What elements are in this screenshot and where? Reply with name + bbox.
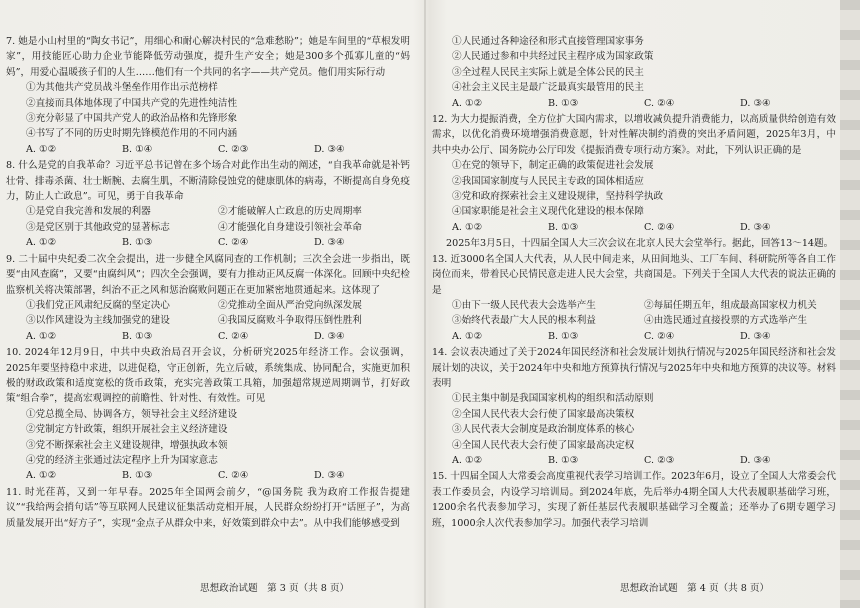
statement-3: ③党和政府探索社会主义建设规律，坚持科学执政 [452,191,664,203]
statement-4: ④党的经济主张通过法定程序上升为国家意志 [26,454,218,466]
choice-b[interactable]: B. ①③ [548,221,579,233]
choice-c[interactable]: C. ②④ [644,221,675,233]
statement-3: ③以作风建设为主线加强党的建设 [26,315,170,327]
choice-d[interactable]: D. ③④ [314,470,345,482]
question-8 [6,158,410,250]
question-15 [432,469,836,531]
page-footer: 思想政治试题 第 3 页（共 8 页） [200,583,350,594]
statement-row [6,298,410,313]
question-9 [6,252,410,344]
question-12 [432,112,836,235]
statement-3: ③人民代表大会制度是政治制度体系的核心 [452,424,635,436]
choice-c[interactable]: C. ②③ [644,454,675,466]
answer-choices [432,220,836,235]
statement-row [432,298,836,313]
choice-a[interactable]: A. ①② [26,470,57,482]
choice-d[interactable]: D. ③④ [314,330,345,342]
question-stem: 11. 时光荏苒，又到一年早春。2025年全国两会前夕，“@国务院 我为政府工作报告提建议”“我给两会捎句话”等互联网人民建议征集活动竞相开展，人民群众纷纷打开“话匣子”，为高质量发展开出“好方子”，实现“金点子从群众中来，好效策到群众中去”。从中我们能够感受到 [6,486,410,529]
choice-b[interactable]: B. ①③ [122,470,153,482]
choice-c[interactable]: C. ②④ [644,97,675,109]
statement-1: ①为其他共产党员战斗堡垒作用作出示范榜样 [26,82,218,94]
question-10 [6,345,410,484]
answer-choices [432,453,836,468]
question-stem: 13. 近3000名全国人大代表，从人民中间走来，从田间地头、工厂车间、科研院所等各自工作岗位而来，带着民心民情民意走进人民大会堂，共商国是。下列关于全国人大代表的说法正确的是 [432,253,836,296]
choice-d[interactable]: D. ③④ [740,97,771,109]
statement-3: ③是党区别于其他政党的显著标志 [26,221,170,233]
statement-2: ②全国人民代表大会行使了国家最高决策权 [452,408,635,420]
question-stem: 8. 什么是党的自我革命？习近平总书记曾在多个场合对此作出生动的阐述，“自我革命就是补钙壮骨、排毒杀菌、壮士断腕、去腐生肌，不断清除侵蚀党的健康肌体的病毒，不断提高自身免疫力，防止人亡政息”。可见，勇于自我革命 [6,160,410,203]
question-stem: 10. 2024年12月9日，中共中央政治局召开会议，分析研究2025年经济工作。会议强调，2025年要坚持稳中求进，以进促稳，守正创新，先立后破，系统集成、协同配合，实施更加积极的财政政策和适度宽松的货币政策，充实完善政策工具箱，加强超常规逆周期调节，打好政策“组合拳”，提高宏观调控的前瞻性、针对性、有效性。可见 [6,347,410,405]
choice-c[interactable]: C. ②④ [644,330,675,342]
answer-choices [6,329,410,344]
statement-2: ②每届任期五年，组成最高国家权力机关 [644,299,817,311]
choice-a[interactable]: A. ①② [26,330,57,342]
choice-b[interactable]: B. ①④ [122,143,153,155]
choice-a[interactable]: A. ①② [452,454,483,466]
question-13 [432,252,836,344]
choice-b[interactable]: B. ①③ [122,330,153,342]
answer-choices [6,468,410,483]
statement-1: ①是党自我完善和发展的利器 [26,206,151,218]
statement-4: ④书写了不同的历史时期先锋模范作用的不同内涵 [26,128,238,140]
choice-d[interactable]: D. ③④ [314,143,345,155]
choice-c[interactable]: C. ②④ [218,330,249,342]
statement-4: ④国家职能是社会主义现代化建设的根本保障 [452,206,644,218]
choice-a[interactable]: A. ①② [452,330,483,342]
question-11-continued [432,34,836,111]
shared-context: 2025年3月5日，十四届全国人大三次会议在北京人民大会堂举行。据此，回答13～14题。 [446,238,834,250]
choice-d[interactable]: D. ③④ [740,454,771,466]
question-stem: 7. 她是小山村里的“陶女书记”，用细心和耐心解决村民的“急难愁盼”；她是车间里的“草根发明家”，用技能匠心助力企业节能降低劳动强度，提升生产安全；她是300多个孤寡儿童的“妈妈”，用爱心温暖孩子们的人生……他们有一个共同的名字——共产党员。他们用实际行动 [6,36,410,78]
statement-row [6,220,410,235]
statement-1: ①在党的领导下，制定正确的政策促进社会发展 [452,160,654,172]
choice-a[interactable]: A. ①② [452,97,483,109]
statement-3: ③充分彰显了中国共产党人的政治品格和先锋形象 [26,113,238,125]
statement-2: ②我国国家制度与人民民主专政的国体相适应 [452,175,644,187]
choice-a[interactable]: A. ①② [452,221,483,233]
statement-4: ④社会主义民主是最广泛最真实最管用的民主 [452,82,644,94]
question-7 [6,34,410,157]
answer-choices [432,96,836,111]
choice-d[interactable]: D. ③④ [740,330,771,342]
answer-choices [6,235,410,250]
choice-c[interactable]: C. ②④ [218,237,249,249]
choice-c[interactable]: C. ②④ [218,470,249,482]
statement-3: ③全过程人民民主实际上就是全体公民的民主 [452,66,644,78]
statement-2: ②才能破解人亡政息的历史周期率 [218,206,362,218]
statement-4: ④由选民通过直接投票的方式选举产生 [644,315,808,327]
choice-c[interactable]: C. ②③ [218,143,249,155]
page-fold [424,0,426,608]
statement-1: ①人民通过各种途径和形式直接管理国家事务 [452,36,644,47]
statement-4: ④才能强化自身建设引领社会革命 [218,221,362,233]
choice-d[interactable]: D. ③④ [314,237,345,249]
answer-choices [432,329,836,344]
answer-choices [6,142,410,157]
statement-3: ③党不断探索社会主义建设规律，增强执政本领 [26,439,228,451]
statement-1: ①民主集中制是我国国家机构的组织和活动原则 [452,393,654,405]
statement-1: ①党总揽全局、协调各方，领导社会主义经济建设 [26,408,238,420]
question-stem: 14. 会议表决通过了关于2024年国民经济和社会发展计划执行情况与2025年国民经济和社会发展计划的决议，关于2024年中央和地方预算执行情况与2025年中央和地方预算的决议等。材料表明 [432,347,836,389]
question-stem: 9. 二十届中央纪委二次全会提出，进一步健全风腐同查的工作机制；三次全会进一步指出，既要“由风查腐”，又要“由腐纠风”；四次全会强调，要有力推动正风反腐一体深化。回顾中央纪检监察机关将决策部署，纠治不正之风和惩治腐败问题正在更加紧密地贯通起来。这体现了 [6,253,410,296]
page-4 [432,34,836,574]
question-11 [6,485,410,531]
statement-4: ④全国人民代表大会行使了国家最高决定权 [452,439,635,451]
statement-2: ②党制定方针政策，组织开展社会主义经济建设 [26,424,228,436]
choice-b[interactable]: B. ①③ [548,330,579,342]
statement-2: ②党推动全面从严治党向纵深发展 [218,299,362,311]
choice-d[interactable]: D. ③④ [740,221,771,233]
statement-row [6,313,410,328]
choice-b[interactable]: B. ①③ [122,237,153,249]
question-14 [432,345,836,468]
page-3 [6,34,410,574]
statement-1: ①我们党正风肃纪反腐的坚定决心 [26,299,170,311]
statement-3: ③始终代表最广大人民的根本利益 [452,315,596,327]
choice-a[interactable]: A. ①② [26,237,57,249]
statement-row [432,313,836,328]
statement-2: ②人民通过参和中共经过民主程序成为国家政策 [452,51,654,63]
statement-1: ①由下一级人民代表大会选举产生 [452,299,596,311]
page-footer: 思想政治试题 第 4 页（共 8 页） [620,583,770,594]
statement-row [6,204,410,219]
statement-4: ④我国反腐败斗争取得压倒性胜利 [218,315,362,327]
choice-b[interactable]: B. ①③ [548,97,579,109]
choice-b[interactable]: B. ①③ [548,454,579,466]
statement-2: ②直接而具体地体现了中国共产党的先进性纯洁性 [26,97,238,109]
question-stem: 15. 十四届全国人大常委会高度重视代表学习培训工作。2023年6月，设立了全国人大常委会代表工作委员会，内设学习培训局。到2024年底，先后举办4期全国人大代表履职基础学习班，1200余名代表参加学习，实现了新任基层代表履职基础学习全覆盖；还举办了6期专题学习班，1000余人次代表参加学习。加强代表学习培训 [432,471,836,529]
question-stem: 12. 为大力提振消费，全方位扩大国内需求，以增收减负提升消费能力，以高质量供给创造有效需求，以优化消费环境增强消费意愿，针对性解决制约消费的突出矛盾问题，2025年3月，中共中央办公厅、国务院办公厅印发《提振消费专项行动方案》。对此，下列认识正确的是 [432,114,836,156]
choice-a[interactable]: A. ①② [26,143,57,155]
scanner-edge [840,0,860,608]
